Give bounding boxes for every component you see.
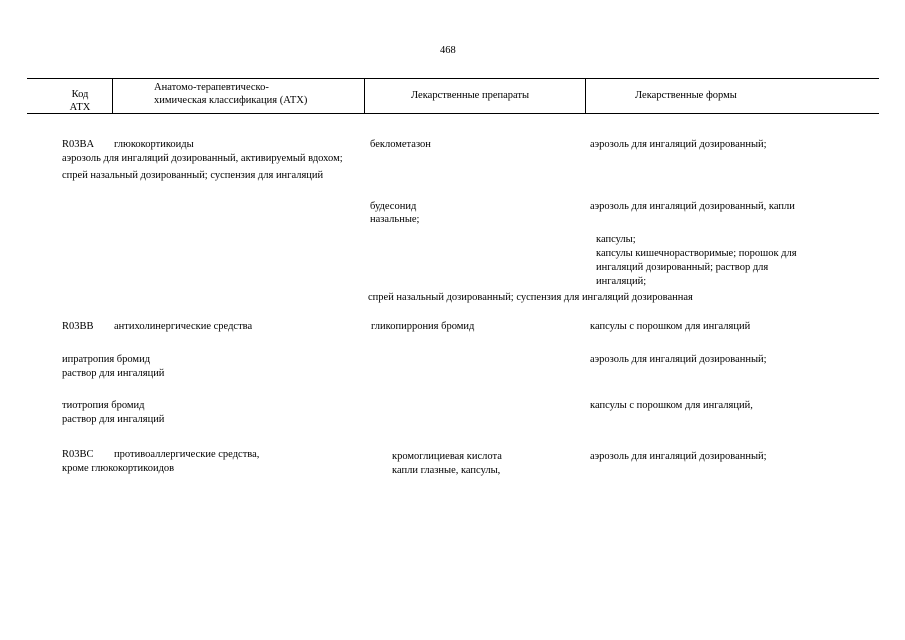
header-divider-3 — [585, 79, 586, 113]
atc-code-r03bc: R03BC — [62, 449, 94, 460]
drug-cromoglicic-acid: кромоглициевая кислота — [392, 451, 502, 462]
atc-group-r03bb: антихолинергические средства — [114, 321, 253, 332]
header-top-rule — [27, 78, 879, 79]
form-beclometasone-3: спрей назальный дозированный; суспензия для ингаляций — [62, 170, 324, 181]
header-forms: Лекарственные формы — [635, 90, 737, 101]
form-budesonide-4: ингаляций дозированный; раствор для — [596, 262, 769, 273]
form-cromoglicic: аэрозоль для ингаляций дозированный; — [590, 451, 767, 462]
drug-ipratropium: ипратропия бромид — [62, 354, 151, 365]
form-cromoglicic-cont: капли глазные, капсулы, — [392, 465, 501, 476]
drug-budesonide: будесонид — [370, 201, 417, 212]
form-beclometasone-1: аэрозоль для ингаляций дозированный; — [590, 139, 767, 150]
form-ipratropium: аэрозоль для ингаляций дозированный; — [590, 354, 767, 365]
atc-group-r03bc-line1: противоаллергические средства, — [114, 449, 260, 460]
header-drugs: Лекарственные препараты — [411, 90, 530, 101]
atc-code-r03bb: R03BB — [62, 321, 94, 332]
header-atc-line1: Анатомо-терапевтическо- — [154, 82, 269, 93]
form-budesonide-1: аэрозоль для ингаляций дозированный, капли — [590, 201, 795, 212]
form-glycopyrronium: капсулы с порошком для ингаляций — [590, 321, 751, 332]
drug-tiotropium: тиотропия бромид — [62, 400, 145, 411]
drug-beclometasone: беклометазон — [370, 139, 431, 150]
form-budesonide-5: ингаляций; — [596, 276, 647, 287]
form-budesonide-cont: назальные; — [370, 214, 420, 225]
drug-glycopyrronium: гликопиррония бромид — [371, 321, 475, 332]
header-code-line2: АТХ — [69, 102, 91, 113]
form-tiotropium: капсулы с порошком для ингаляций, — [590, 400, 753, 411]
form-beclometasone-2: аэрозоль для ингаляций дозированный, активируемый вдохом; — [62, 153, 343, 164]
form-budesonide-3: капсулы кишечнорастворимые; порошок для — [596, 248, 797, 259]
form-tiotropium-cont: раствор для ингаляций — [62, 414, 165, 425]
form-budesonide-2: капсулы; — [596, 234, 636, 245]
header-divider-2 — [364, 79, 365, 113]
atc-code-r03ba: R03BA — [62, 139, 95, 150]
header-atc-line2: химическая классификация (АТХ) — [154, 95, 308, 106]
header-bottom-rule — [27, 113, 879, 114]
header-divider-1 — [112, 79, 113, 113]
atc-group-r03bc-line2: кроме глюкокортикоидов — [62, 463, 175, 474]
atc-group-r03ba: глюкокортикоиды — [114, 139, 194, 150]
header-code-line1: Код — [71, 89, 89, 100]
form-ipratropium-cont: раствор для ингаляций — [62, 368, 165, 379]
form-budesonide-6: спрей назальный дозированный; суспензия для ингаляций дозированная — [368, 292, 693, 303]
page-number: 468 — [440, 45, 456, 56]
